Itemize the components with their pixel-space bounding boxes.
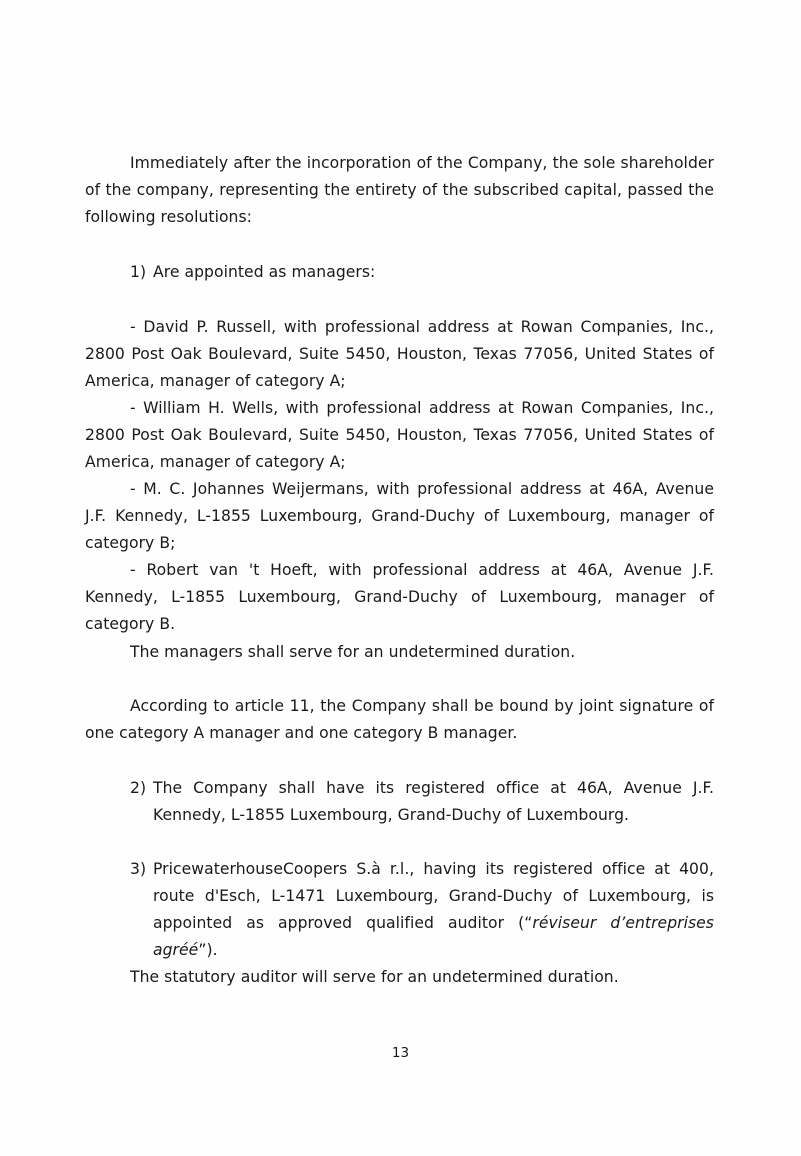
manager-william-wells: - William H. Wells, with professional address at Rowan Companies, Inc., 2800 Post Oak Boulevard, Suite 5450, Houston, Texas 77056, United States of America, manager of category A; <box>85 399 714 471</box>
managers-duration-paragraph: The managers shall serve for an undetermined duration. <box>130 643 576 661</box>
resolution-1 <box>130 259 714 286</box>
manager-david-russell: - David P. Russell, with professional address at Rowan Companies, Inc., 2800 Post Oak Boulevard, Suite 5450, Houston, Texas 77056, United States of America, manager of category A; <box>85 318 714 390</box>
reviseur-term: réviseur d’entreprises agréé <box>153 914 714 959</box>
resolution-2-marker: 2) <box>130 779 147 797</box>
resolution-1-text: Are appointed as managers: <box>153 263 376 281</box>
resolution-2 <box>130 775 714 829</box>
page-number: 13 <box>391 1045 410 1061</box>
resolution-3-text-main: PricewaterhouseCoopers S.à r.l., having its registered office at 400, route d'Esch, L-1471 Luxembourg, Grand-Duchy of Luxembourg, is appointed as approved qualified auditor (“ <box>153 860 714 932</box>
resolution-2-text: The Company shall have its registered office at 46A, Avenue J.F. Kennedy, L-1855 Luxembourg, Grand-Duchy of Luxembourg. <box>153 779 714 824</box>
resolution-3-marker: 3) <box>130 860 147 878</box>
resolution-3-text <box>153 856 714 964</box>
article-11-paragraph: According to article 11, the Company shall be bound by joint signature of one category A manager and one category B manager. <box>85 697 714 742</box>
auditor-duration-paragraph: The statutory auditor will serve for an undetermined duration. <box>130 968 619 986</box>
manager-johannes-weijermans: - M. C. Johannes Weijermans, with professional address at 46A, Avenue J.F. Kennedy, L-1855 Luxembourg, Grand-Duchy of Luxembourg, manager of category B; <box>85 480 714 552</box>
resolution-3-text-end: ”). <box>198 941 218 959</box>
intro-paragraph: Immediately after the incorporation of the Company, the sole shareholder of the company, representing the entirety of the subscribed capital, passed the following resolutions: <box>85 154 714 226</box>
resolution-1-marker: 1) <box>130 263 147 281</box>
manager-robert-van-t-hoeft: - Robert van 't Hoeft, with professional address at 46A, Avenue J.F. Kennedy, L-1855 Luxembourg, Grand-Duchy of Luxembourg, manager of category B. <box>85 561 714 633</box>
resolution-3 <box>130 856 714 964</box>
